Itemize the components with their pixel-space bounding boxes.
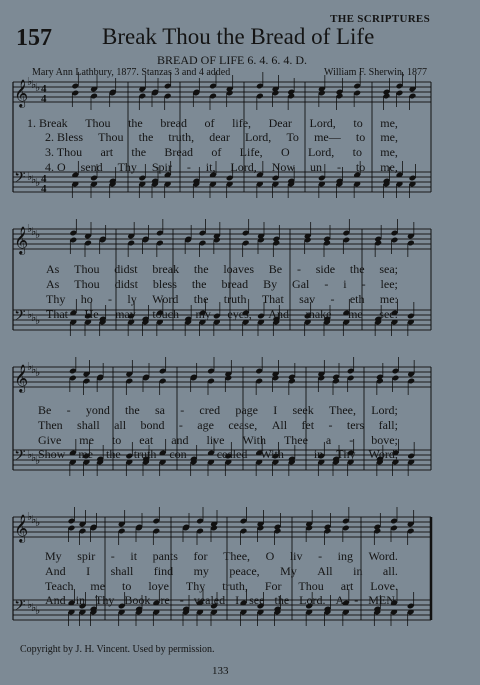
lyric-line	[45, 549, 398, 564]
lyric-syllable: live	[206, 433, 225, 447]
lyric-syllable: Thy	[336, 447, 356, 461]
treble-clef: 𝄞	[14, 226, 29, 254]
flat-sign: ♭	[27, 599, 33, 611]
lyric-syllable: Thou	[74, 262, 100, 276]
lyric-syllable: in	[353, 564, 363, 578]
lyric-syllable: i	[343, 277, 347, 291]
lyric-syllable: didst	[114, 262, 138, 276]
lyric-syllable: in	[313, 447, 324, 461]
flat-sign: ♭	[35, 315, 41, 327]
lyric-syllable: Thy	[185, 579, 206, 593]
flat-sign: ♭	[27, 449, 33, 461]
lyric-syllable: All	[317, 564, 333, 578]
lyric-syllable: And	[45, 593, 66, 607]
lyric-syllable: bond	[140, 418, 165, 432]
lyric-syllable: Bread	[164, 145, 194, 159]
lyric-syllable: Thy	[46, 292, 66, 306]
lyric-syllable: Thee	[283, 433, 308, 447]
section-heading: THE SCRIPTURES	[330, 13, 430, 25]
lyric-syllable: sa	[154, 403, 165, 417]
time-sig-top: 4	[41, 173, 47, 185]
lyric-line	[46, 262, 398, 277]
lyric-syllable: the	[191, 277, 207, 291]
lyric-syllable: Dear	[268, 116, 292, 130]
lyric-syllable: -	[361, 277, 366, 291]
lyric-line	[45, 593, 398, 608]
time-sig-top: 4	[41, 83, 47, 95]
lyric-syllable: Spir	[151, 160, 172, 174]
lyric-syllable: -	[324, 277, 329, 291]
lyric-syllable: He	[84, 307, 99, 321]
flat-sign: ♭	[31, 226, 37, 238]
lyric-syllable: -	[180, 403, 185, 417]
lyric-syllable: liv	[289, 549, 303, 563]
flat-sign: ♭	[31, 364, 37, 376]
hymn-title: Break Thou the Bread of Life	[102, 24, 375, 49]
lyric-syllable: eyes,	[227, 307, 252, 321]
flat-sign: ♭	[27, 223, 33, 235]
lyric-syllable: me,	[380, 160, 398, 174]
lyric-syllable: art	[100, 145, 114, 159]
lyric-syllable: With	[242, 433, 266, 447]
lyric-syllable: I	[273, 403, 278, 417]
lyric-line	[46, 277, 398, 292]
lyric-syllable: truth	[133, 447, 157, 461]
lyric-syllable: As	[46, 262, 60, 276]
lyric-syllable: of	[211, 145, 222, 159]
lyric-syllable: Now	[271, 160, 296, 174]
flat-sign: ♭	[31, 602, 37, 614]
flat-sign: ♭	[31, 174, 37, 186]
lyric-syllable: 3. Thou	[45, 145, 83, 159]
lyric-syllable: -	[178, 418, 183, 432]
lyric-syllable: me	[78, 447, 94, 461]
lyric-syllable: sea;	[379, 262, 398, 276]
lyric-syllable: me	[90, 579, 106, 593]
lyric-syllable: the	[125, 403, 140, 417]
flat-sign: ♭	[27, 361, 33, 373]
lyric-syllable: Lord.	[299, 593, 326, 607]
lyric-syllable: in	[75, 593, 86, 607]
lyric-syllable: cease,	[228, 418, 258, 432]
lyric-line	[45, 160, 398, 175]
lyric-syllable: to	[355, 160, 366, 174]
lyric-syllable: seek	[292, 403, 314, 417]
lyric-syllable: My	[45, 549, 62, 563]
lyric-syllable: my	[195, 307, 211, 321]
lyric-line	[45, 130, 398, 145]
lyric-syllable: age	[197, 418, 214, 432]
lyric-syllable: -	[296, 447, 301, 461]
lyric-syllable: it	[130, 549, 138, 563]
lyric-line	[45, 564, 398, 579]
lyric-syllable: Be	[268, 262, 283, 276]
lyric-syllable: ing	[337, 549, 353, 563]
lyric-syllable: -	[296, 262, 301, 276]
lyric-syllable: pants	[152, 549, 178, 563]
lyric-syllable: didst	[114, 277, 138, 291]
flat-sign: ♭	[35, 605, 41, 617]
time-sig-bottom: 4	[41, 183, 47, 195]
lyric-syllable: Lord,	[230, 160, 257, 174]
lyric-line	[45, 145, 398, 160]
composer-credit: William F. Sherwin, 1877	[324, 67, 427, 78]
lyric-syllable: touch	[152, 307, 179, 321]
flat-sign: ♭	[27, 309, 33, 321]
lyric-syllable: the	[128, 116, 143, 130]
lyric-syllable: side	[315, 262, 336, 276]
treble-clef: 𝄞	[14, 514, 29, 542]
lyric-syllable: Teach	[45, 579, 74, 593]
lyric-syllable: Then	[38, 418, 63, 432]
flat-sign: ♭	[31, 79, 37, 91]
lyric-syllable: bread	[160, 116, 187, 130]
bass-clef: 𝄢	[14, 447, 26, 468]
flat-sign: ♭	[31, 452, 37, 464]
lyric-syllable: see:	[379, 307, 398, 321]
lyric-syllable: -	[330, 292, 335, 306]
flat-sign: ♭	[27, 76, 33, 88]
lyric-syllable: un	[310, 160, 322, 174]
lyric-syllable: for	[193, 549, 208, 563]
lyric-syllable: bless	[152, 277, 177, 291]
lyric-syllable: Life,	[239, 145, 263, 159]
lyric-syllable: spir	[77, 549, 96, 563]
lyric-syllable: me—	[314, 130, 341, 144]
lyric-line	[46, 307, 398, 322]
time-sig-bottom: 4	[41, 93, 47, 105]
lyric-syllable: lee;	[380, 277, 398, 291]
lyric-syllable: truth,	[168, 130, 195, 144]
treble-clef: 𝄞	[14, 79, 29, 107]
lyric-syllable: My	[280, 564, 297, 578]
lyric-syllable: Book	[124, 593, 151, 607]
lyric-syllable: 2. Bless	[45, 130, 84, 144]
lyric-syllable: Lord,	[307, 145, 335, 159]
lyric-syllable: -	[110, 549, 115, 563]
treble-clef: 𝄞	[14, 364, 29, 392]
lyric-syllable: ly	[127, 292, 137, 306]
lyric-syllable: fall;	[378, 418, 398, 432]
lyric-syllable: Thee,	[223, 549, 251, 563]
lyric-syllable: Thou	[85, 116, 111, 130]
lyric-syllable: a	[325, 433, 332, 447]
lyric-syllable: page	[235, 403, 258, 417]
lyric-syllable: All	[271, 418, 288, 432]
flat-sign: ♭	[35, 177, 41, 189]
lyric-syllable: shall	[110, 564, 134, 578]
lyric-syllable: to	[353, 116, 363, 130]
lyric-syllable: the	[131, 145, 147, 159]
flat-sign: ♭	[27, 511, 33, 523]
lyric-syllable: O	[280, 145, 290, 159]
lyric-syllable: -	[66, 403, 71, 417]
flat-sign: ♭	[31, 312, 37, 324]
lyric-syllable: the	[193, 292, 209, 306]
lyric-syllable: To	[286, 130, 299, 144]
lyric-syllable: me	[79, 433, 94, 447]
bass-clef: 𝄢	[14, 597, 26, 618]
lyric-syllable: to	[352, 145, 362, 159]
lyric-syllable: Word.	[368, 549, 398, 563]
lyric-syllable: con	[169, 447, 187, 461]
lyric-syllable: peace,	[229, 564, 260, 578]
lyric-syllable: Thee,	[329, 403, 356, 417]
lyric-syllable: the	[274, 593, 290, 607]
lyric-syllable: O	[265, 549, 275, 563]
flat-sign: ♭	[31, 514, 37, 526]
page-number: 133	[212, 665, 229, 677]
lyric-syllable: all.	[382, 564, 398, 578]
lyric-syllable: the	[349, 262, 365, 276]
lyric-syllable: Love.	[370, 579, 398, 593]
lyric-syllable: A	[335, 593, 345, 607]
lyric-syllable: Be	[38, 403, 52, 417]
lyric-syllable: Thou	[98, 130, 124, 144]
lyric-syllable: cred	[199, 403, 221, 417]
lyric-syllable: -	[336, 160, 341, 174]
lyric-syllable: may	[115, 307, 136, 321]
lyric-line	[38, 447, 398, 462]
lyric-line	[27, 116, 398, 131]
lyric-syllable: the	[106, 447, 121, 461]
flat-sign: ♭	[35, 229, 41, 241]
lyric-syllable: see	[249, 593, 265, 607]
lyric-line	[38, 403, 398, 418]
lyric-syllable: the	[193, 262, 209, 276]
lyric-syllable: bread	[221, 277, 249, 291]
lyric-syllable: -	[349, 433, 354, 447]
lyric-syllable: Word,	[368, 447, 398, 461]
lyric-syllable: make	[305, 307, 332, 321]
lyric-syllable: That	[46, 307, 68, 321]
lyric-syllable: -	[354, 593, 359, 607]
lyric-syllable: fet	[301, 418, 315, 432]
lyric-syllable: to	[122, 579, 132, 593]
tune-name: BREAD OF LIFE 6. 4. 6. 4. D.	[157, 53, 308, 67]
bass-clef: 𝄢	[14, 307, 26, 328]
flat-sign: ♭	[35, 82, 41, 94]
lyric-line	[38, 418, 398, 433]
lyric-syllable: -	[186, 160, 191, 174]
lyric-syllable: to	[111, 433, 122, 447]
lyric-syllable: truth,	[222, 579, 248, 593]
bass-clef: 𝄢	[14, 169, 26, 190]
lyric-syllable: yond	[85, 403, 110, 417]
lyric-syllable: the	[138, 130, 154, 144]
lyric-syllable: me,	[380, 130, 398, 144]
flat-sign: ♭	[35, 517, 41, 529]
lyric-syllable: all	[114, 418, 127, 432]
lyric-syllable: MEN.	[368, 593, 398, 607]
lyric-syllable: That	[261, 292, 284, 306]
lyric-syllable: 4. O	[45, 160, 66, 174]
lyric-syllable: I	[235, 593, 240, 607]
lyric-syllable: By	[263, 277, 278, 291]
lyric-syllable: -	[179, 593, 184, 607]
lyric-syllable: Lord,	[244, 130, 272, 144]
lyric-syllable: As	[46, 277, 60, 291]
lyric-syllable: -	[108, 292, 113, 306]
lyric-syllable: Thy	[117, 160, 137, 174]
lyric-syllable: -	[199, 447, 204, 461]
flat-sign: ♭	[35, 367, 41, 379]
lyric-syllable: ho	[80, 292, 93, 306]
lyric-syllable: send	[80, 160, 103, 174]
lyric-syllable: Word	[152, 292, 179, 306]
lyric-syllable: With	[260, 447, 284, 461]
lyric-syllable: me,	[380, 145, 398, 159]
lyric-syllable: -	[328, 418, 333, 432]
lyric-syllable: re	[160, 593, 170, 607]
lyric-syllable: shall	[77, 418, 100, 432]
lyric-syllable: love	[148, 579, 169, 593]
lyric-syllable: loaves	[223, 262, 254, 276]
lyric-syllable: And	[268, 307, 289, 321]
lyric-line	[46, 292, 398, 307]
lyric-syllable: it,	[205, 160, 216, 174]
lyric-syllable: bove;	[371, 433, 398, 447]
lyric-syllable: art	[340, 579, 354, 593]
lyric-syllable: cealed	[216, 447, 248, 461]
hymn-number: 157	[16, 25, 52, 51]
lyric-syllable: I	[86, 564, 91, 578]
lyric-syllable: Thou	[74, 277, 100, 291]
author-credit: Mary Ann Lathbury, 1877. Stanzas 3 and 4 added	[32, 67, 231, 78]
lyric-syllable: eth	[349, 292, 365, 306]
lyric-line	[45, 579, 398, 594]
lyric-syllable: break	[152, 262, 180, 276]
lyric-syllable: For	[264, 579, 282, 593]
lyric-syllable: find	[153, 564, 174, 578]
lyric-syllable: life,	[232, 116, 252, 130]
lyric-syllable: dear	[209, 130, 230, 144]
lyric-syllable: and	[171, 433, 189, 447]
lyric-syllable: me:	[379, 292, 398, 306]
flat-sign: ♭	[27, 171, 33, 183]
lyric-syllable: Lord;	[371, 403, 398, 417]
lyric-syllable: to	[355, 130, 366, 144]
lyric-syllable: me	[348, 307, 363, 321]
lyric-syllable: eat	[139, 433, 154, 447]
flat-sign: ♭	[35, 455, 41, 467]
lyric-syllable: me,	[380, 116, 398, 130]
lyric-syllable: Show	[38, 447, 66, 461]
lyric-syllable: And	[45, 564, 66, 578]
lyric-syllable: Thy	[95, 593, 115, 607]
lyric-syllable: my	[193, 564, 209, 578]
lyric-syllable: Thou	[298, 579, 324, 593]
lyric-syllable: truth	[223, 292, 247, 306]
lyric-syllable: of	[204, 116, 215, 130]
lyric-syllable: -	[318, 549, 323, 563]
copyright-notice: Copyright by J. H. Vincent. Used by permission.	[20, 644, 215, 655]
lyric-syllable: 1. Break	[27, 116, 68, 130]
lyric-line	[38, 433, 398, 448]
lyric-syllable: Lord,	[309, 116, 336, 130]
lyric-syllable: sav	[299, 292, 316, 306]
lyric-syllable: ters	[346, 418, 365, 432]
lyric-syllable: vealed	[193, 593, 226, 607]
lyric-syllable: Gal	[292, 277, 310, 291]
lyric-syllable: Give	[38, 433, 62, 447]
